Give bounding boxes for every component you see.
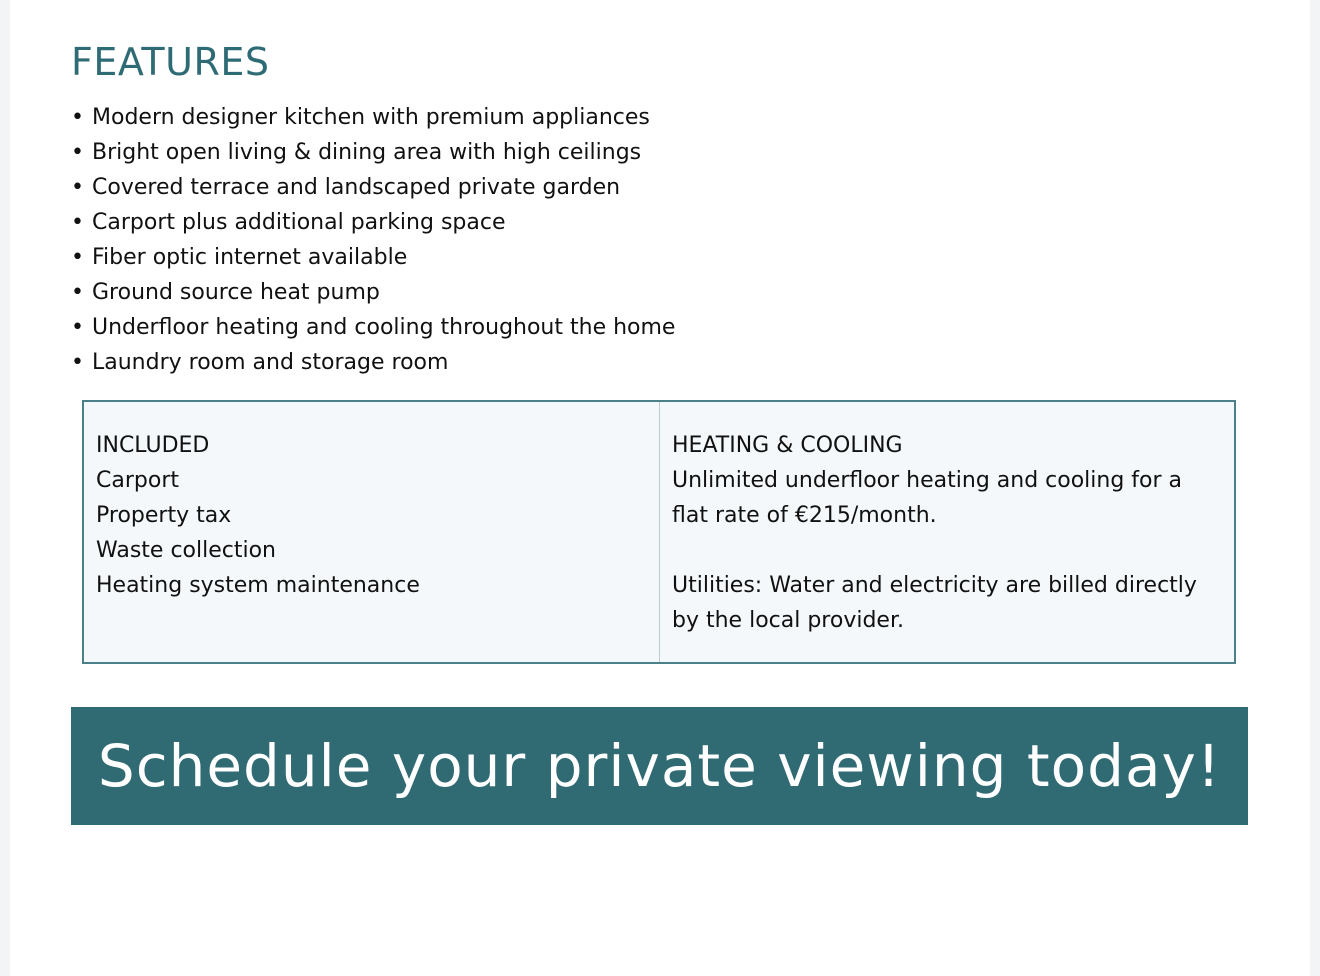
heating-cooling-rate-text: Unlimited underfloor heating and cooling for a flat rate of €215/month. — [672, 468, 1183, 528]
feature-text: Modern designer kitchen with premium appliances — [92, 105, 650, 130]
features-heading: FEATURES — [71, 40, 270, 84]
feature-text: Ground source heat pump — [92, 280, 380, 305]
bullet-icon: • — [71, 105, 84, 130]
list-item — [71, 100, 675, 135]
list-item — [71, 135, 675, 170]
paragraph-spacer — [672, 533, 1222, 568]
heating-cooling-column — [660, 402, 1234, 662]
bullet-icon: • — [71, 315, 84, 340]
feature-text: Fiber optic internet available — [92, 245, 408, 270]
info-table — [82, 400, 1236, 664]
feature-text: Laundry room and storage room — [92, 350, 449, 375]
bullet-icon: • — [71, 140, 84, 165]
schedule-viewing-banner[interactable] — [71, 707, 1248, 825]
heating-cooling-heading: HEATING & COOLING — [672, 433, 903, 458]
list-item — [71, 240, 675, 275]
list-item — [71, 275, 675, 310]
list-item — [71, 310, 675, 345]
list-item — [71, 170, 675, 205]
bullet-icon: • — [71, 350, 84, 375]
bullet-icon: • — [71, 210, 84, 235]
included-item: Carport — [96, 468, 179, 493]
feature-text: Carport plus additional parking space — [92, 210, 506, 235]
included-item: Waste collection — [96, 538, 276, 563]
included-item: Heating system maintenance — [96, 573, 420, 598]
schedule-viewing-label: Schedule your private viewing today! — [97, 732, 1222, 800]
included-item: Property tax — [96, 503, 232, 528]
utilities-text: Utilities: Water and electricity are billed directly by the local provider. — [672, 573, 1197, 633]
bullet-icon: • — [71, 280, 84, 305]
bullet-icon: • — [71, 245, 84, 270]
feature-text: Covered terrace and landscaped private garden — [92, 175, 621, 200]
included-column — [84, 402, 660, 662]
feature-text: Underfloor heating and cooling throughout the home — [92, 315, 676, 340]
list-item — [71, 345, 675, 380]
included-heading: INCLUDED — [96, 433, 210, 458]
features-list — [71, 100, 675, 380]
bullet-icon: • — [71, 175, 84, 200]
list-item — [71, 205, 675, 240]
feature-text: Bright open living & dining area with high ceilings — [92, 140, 642, 165]
document-page — [10, 0, 1310, 976]
